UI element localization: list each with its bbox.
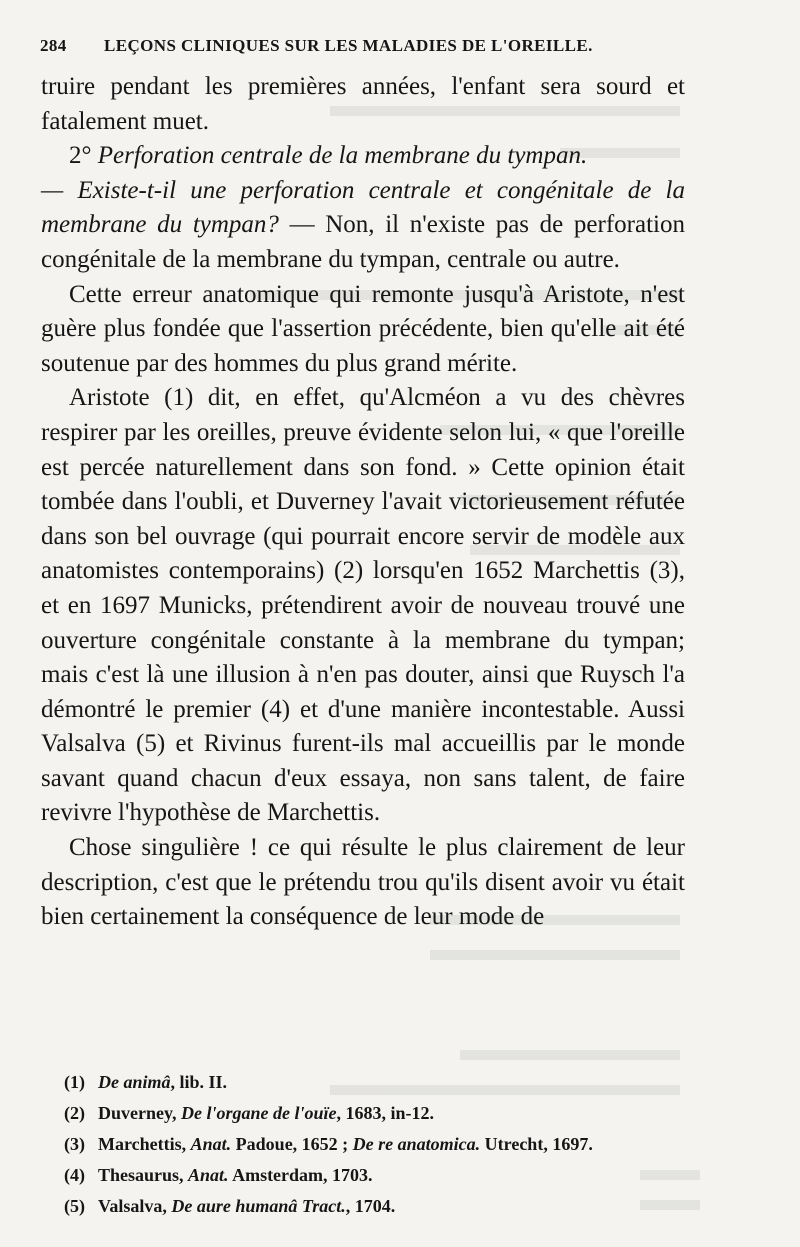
section-number: 2° — [69, 142, 92, 170]
paragraph-continued: truire pendant les premières années, l'enfant sera sourd et fatalement muet. — [41, 73, 685, 135]
footnote-text: Thesaurus, — [98, 1165, 189, 1185]
footnote-text: , lib. II. — [170, 1072, 228, 1092]
footnote-text: De aure humanâ Tract. — [171, 1196, 346, 1216]
footnotes — [64, 1067, 704, 1222]
running-title: LEÇONS CLINIQUES SUR LES MALADIES DE L'OREILLE. — [104, 36, 593, 55]
footnote — [64, 1129, 704, 1160]
footnote-number: (3) — [64, 1134, 85, 1154]
footnote-number: (1) — [64, 1072, 85, 1092]
footnote-number: (5) — [64, 1196, 85, 1216]
footnote — [64, 1191, 704, 1222]
footnote-text: , 1683, in-12. — [336, 1103, 435, 1123]
footnote-text: Valsalva, — [98, 1196, 172, 1216]
section-heading: Perforation centrale de la membrane du tympan. — [97, 142, 588, 170]
footnote-text: Padoue, 1652 ; — [231, 1134, 353, 1154]
footnote-text: De l'organe de l'ouïe — [181, 1103, 337, 1123]
paragraph-erreur: Cette erreur anatomique qui remonte jusqu'à Aristote, n'est guère plus fondée que l'assertion précédente, bien qu'elle ait été soutenue par des hommes du plus grand mérite. — [41, 280, 685, 377]
footnote-number: (4) — [64, 1165, 85, 1185]
section-question: Existe-t-il une perforation centrale et congénitale de la membrane du tympan? — [41, 176, 685, 239]
footnote-text: , 1704. — [345, 1196, 396, 1216]
paragraph-chose: Chose singulière ! ce qui résulte le plus clairement de leur description, c'est que le prétendu trou qu'ils disent avoir vu était bien certainement la conséquence de leur mode de — [41, 834, 685, 931]
footnote-text: Marchettis, — [98, 1134, 191, 1154]
footnote — [64, 1067, 704, 1098]
paragraph-perforation — [41, 139, 685, 277]
body-text — [41, 70, 685, 935]
footnote-text: Anat. — [188, 1165, 229, 1185]
section-answer: — Non, il n'existe pas de perforation congénitale de la membrane du tympan, centrale ou autre. — [41, 211, 685, 273]
footnote-number: (2) — [64, 1103, 85, 1123]
footnote-text: Amsterdam, 1703. — [228, 1165, 373, 1185]
running-head — [40, 36, 660, 58]
footnote-text: Anat. — [190, 1134, 232, 1154]
paragraph-aristote: Aristote (1) dit, en effet, qu'Alcméon a vu des chèvres respirer par les oreilles, preuve évidente selon lui, « que l'oreille est percée naturellement dans son fond. » Cette opinion était tombée dans l'oubli, et Duverney l'avait victorieusement réfutée dans son bel ouvrage (qui pourrait encore servir de modèle aux anatomistes contemporains) (2) lorsqu'en 1652 Marchettis (3), et en 1697 Municks, prétendirent avoir de nouveau trouvé une ouverture congénitale constante à la membrane du tympan; mais c'est là une illusion à n'en pas douter, ainsi que Ruysch l'a démontré le premier (4) et d'une manière incontestable. Aussi Valsalva (5) et Rivinus furent-ils mal accueillis par le monde savant quand chacun d'eux essaya, non sans talent, de faire revivre l'hypothèse de Marchettis. — [41, 384, 685, 827]
footnote — [64, 1160, 704, 1191]
footnote-text: Utrecht, 1697. — [480, 1134, 593, 1154]
footnote — [64, 1098, 704, 1129]
footnote-text: De re anatomica. — [352, 1134, 481, 1154]
dash-lead: — — [41, 176, 64, 204]
footnote-text: De animâ — [98, 1072, 171, 1092]
page-number: 284 — [40, 36, 67, 55]
footnote-text: Duverney, — [98, 1103, 181, 1123]
